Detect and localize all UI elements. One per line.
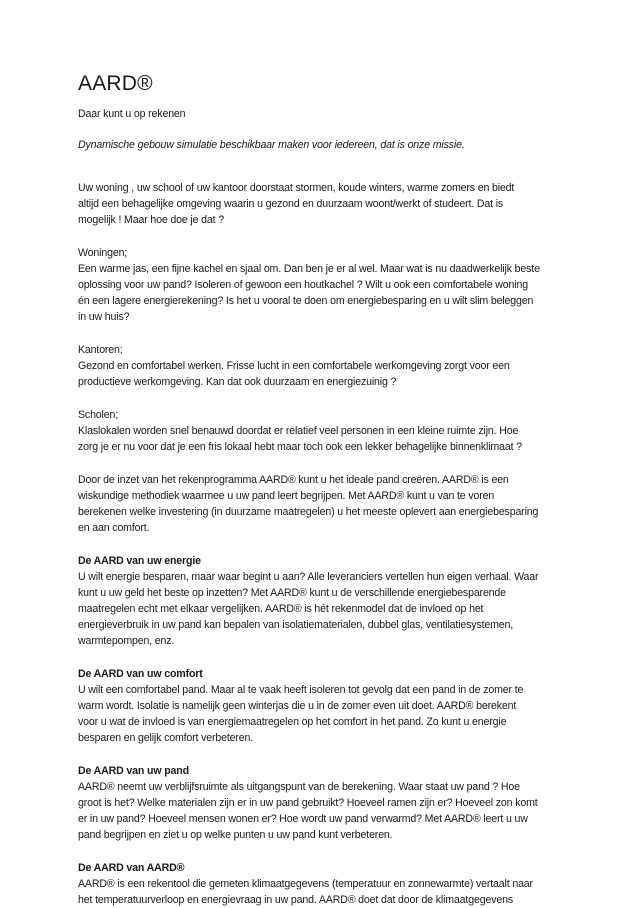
- text-line: altijd een behagelijke omgeving waarin u gezond en duurzaam woont/werkt of studeert. Dat is: [78, 198, 504, 210]
- intro-paragraph: [78, 180, 572, 228]
- text-line: Kantoren;: [78, 344, 123, 356]
- section-heading: De AARD van AARD®: [78, 862, 185, 874]
- text-line: besparen en gelijk comfort verbeteren.: [78, 732, 254, 744]
- text-line: U wilt energie besparen, maar waar begint u aan? Alle leveranciers vertellen hun eigen verhaal. Waar: [78, 571, 539, 583]
- text-line: warmtepompen, enz.: [78, 635, 175, 647]
- text-line: oplossing voor uw pand? Isoleren of gewoon een houtkachel ? Wilt u ook een comfortabele woning: [78, 279, 528, 291]
- document-title: AARD®: [78, 72, 153, 95]
- text-line: zorg je er nu voor dat je een fris lokaal hebt maar toch ook een lekker behagelijke binnenklimaat ?: [78, 441, 522, 453]
- scholen-paragraph: [78, 407, 572, 455]
- section-energie: [78, 553, 572, 649]
- text-line: er in uw pand? Hoeveel mensen wonen er? Hoe wordt uw pand verwarmd? Met AARD® leert u uw: [78, 813, 528, 825]
- text-line: groot is het? Welke materialen zijn er in uw pand gebruikt? Hoeveel ramen zijn er? Hoeveel zon komt: [78, 797, 538, 809]
- text-line: kunt u uw geld het beste op inzetten? Met AARD® kunt u de verschillende energiebesparende: [78, 587, 506, 599]
- text-line: voor u wat de invloed is van energiemaatregelen op het comfort in het pand. Zo kunt u energie: [78, 716, 507, 728]
- text-line: AARD® neemt uw verblijfsruimte als uitgangspunt van de berekening. Waar staat uw pand ? Hoe: [78, 781, 520, 793]
- section-heading: De AARD van uw pand: [78, 765, 189, 777]
- text-line: AARD® is een rekentool die gemeten klimaatgegevens (temperatuur en zonnewarmte) vertaalt naar: [78, 878, 533, 890]
- section-heading: De AARD van uw energie: [78, 555, 201, 567]
- text-line: Scholen;: [78, 409, 119, 421]
- text-line: Een warme jas, een fijne kachel en sjaal om. Dan ben je er al wel. Maar wat is nu daadwerkelijk beste: [78, 263, 540, 275]
- woningen-paragraph: [78, 245, 572, 325]
- text-line: en aan comfort.: [78, 522, 150, 534]
- text-line: pand begrijpen en ziet u op welke punten u uw pand kunt verbeteren.: [78, 829, 393, 841]
- text-line: warm wordt. Isolatie is namelijk geen winterjas die u in de zomer even uit doet. AARD® berekent: [78, 700, 517, 712]
- text-line: Klaslokalen worden snel benauwd doordat er relatief veel personen in een kleine ruimte zijn. Hoe: [78, 425, 519, 437]
- text-line: U wilt een comfortabel pand. Maar al te vaak heeft isoleren tot gevolg dat een pand in de zomer te: [78, 684, 524, 696]
- text-line: wiskundige methodiek waarmee u uw pand leert begrijpen. Met AARD® kunt u van te voren: [78, 490, 495, 502]
- text-line: energieverbruik in uw pand kan bepalen van isolatiematerialen, dubbel glas, ventilatiesystemen,: [78, 619, 514, 631]
- text-line: Gezond en comfortabel werken. Frisse lucht in een comfortabele werkomgeving zorgt voor een: [78, 360, 510, 372]
- mission-statement: Dynamische gebouw simulatie beschikbaar maken voor iedereen, dat is onze missie.: [78, 139, 465, 151]
- section-heading: De AARD van uw comfort: [78, 668, 203, 680]
- text-line: Woningen;: [78, 247, 128, 259]
- section-comfort: [78, 666, 572, 746]
- text-line: Uw woning , uw school of uw kantoor doorstaat stormen, koude winters, warme zomers en biedt: [78, 182, 515, 194]
- text-line: productieve werkomgeving. Kan dat ook duurzaam en energiezuinig ?: [78, 376, 397, 388]
- text-line: mogelijk ! Maar hoe doe je dat ?: [78, 214, 224, 226]
- section-aard: [78, 860, 572, 908]
- tagline: Daar kunt u op rekenen: [78, 108, 186, 120]
- kantoren-paragraph: [78, 342, 572, 390]
- text-line: het temperatuurverloop en energievraag in uw pand. AARD® doet dat door de klimaatgegevens: [78, 894, 513, 906]
- text-line: berekenen welke investering (in duurzame maatregelen) u het meeste oplevert aan energiebesparing: [78, 506, 539, 518]
- section-pand: [78, 763, 572, 843]
- inzet-paragraph: [78, 472, 572, 536]
- text-line: Door de inzet van het rekenprogramma AARD® kunt u het ideale pand creëren. AARD® is een: [78, 474, 509, 486]
- text-line: én een lagere energierekening? Is het u vooral te doen om energiebesparing en u wilt slim beleggen: [78, 295, 534, 307]
- text-line: in uw huis?: [78, 311, 130, 323]
- text-line: maatregelen echt met elkaar vergelijken. AARD® is hét rekenmodel dat de invloed op het: [78, 603, 484, 615]
